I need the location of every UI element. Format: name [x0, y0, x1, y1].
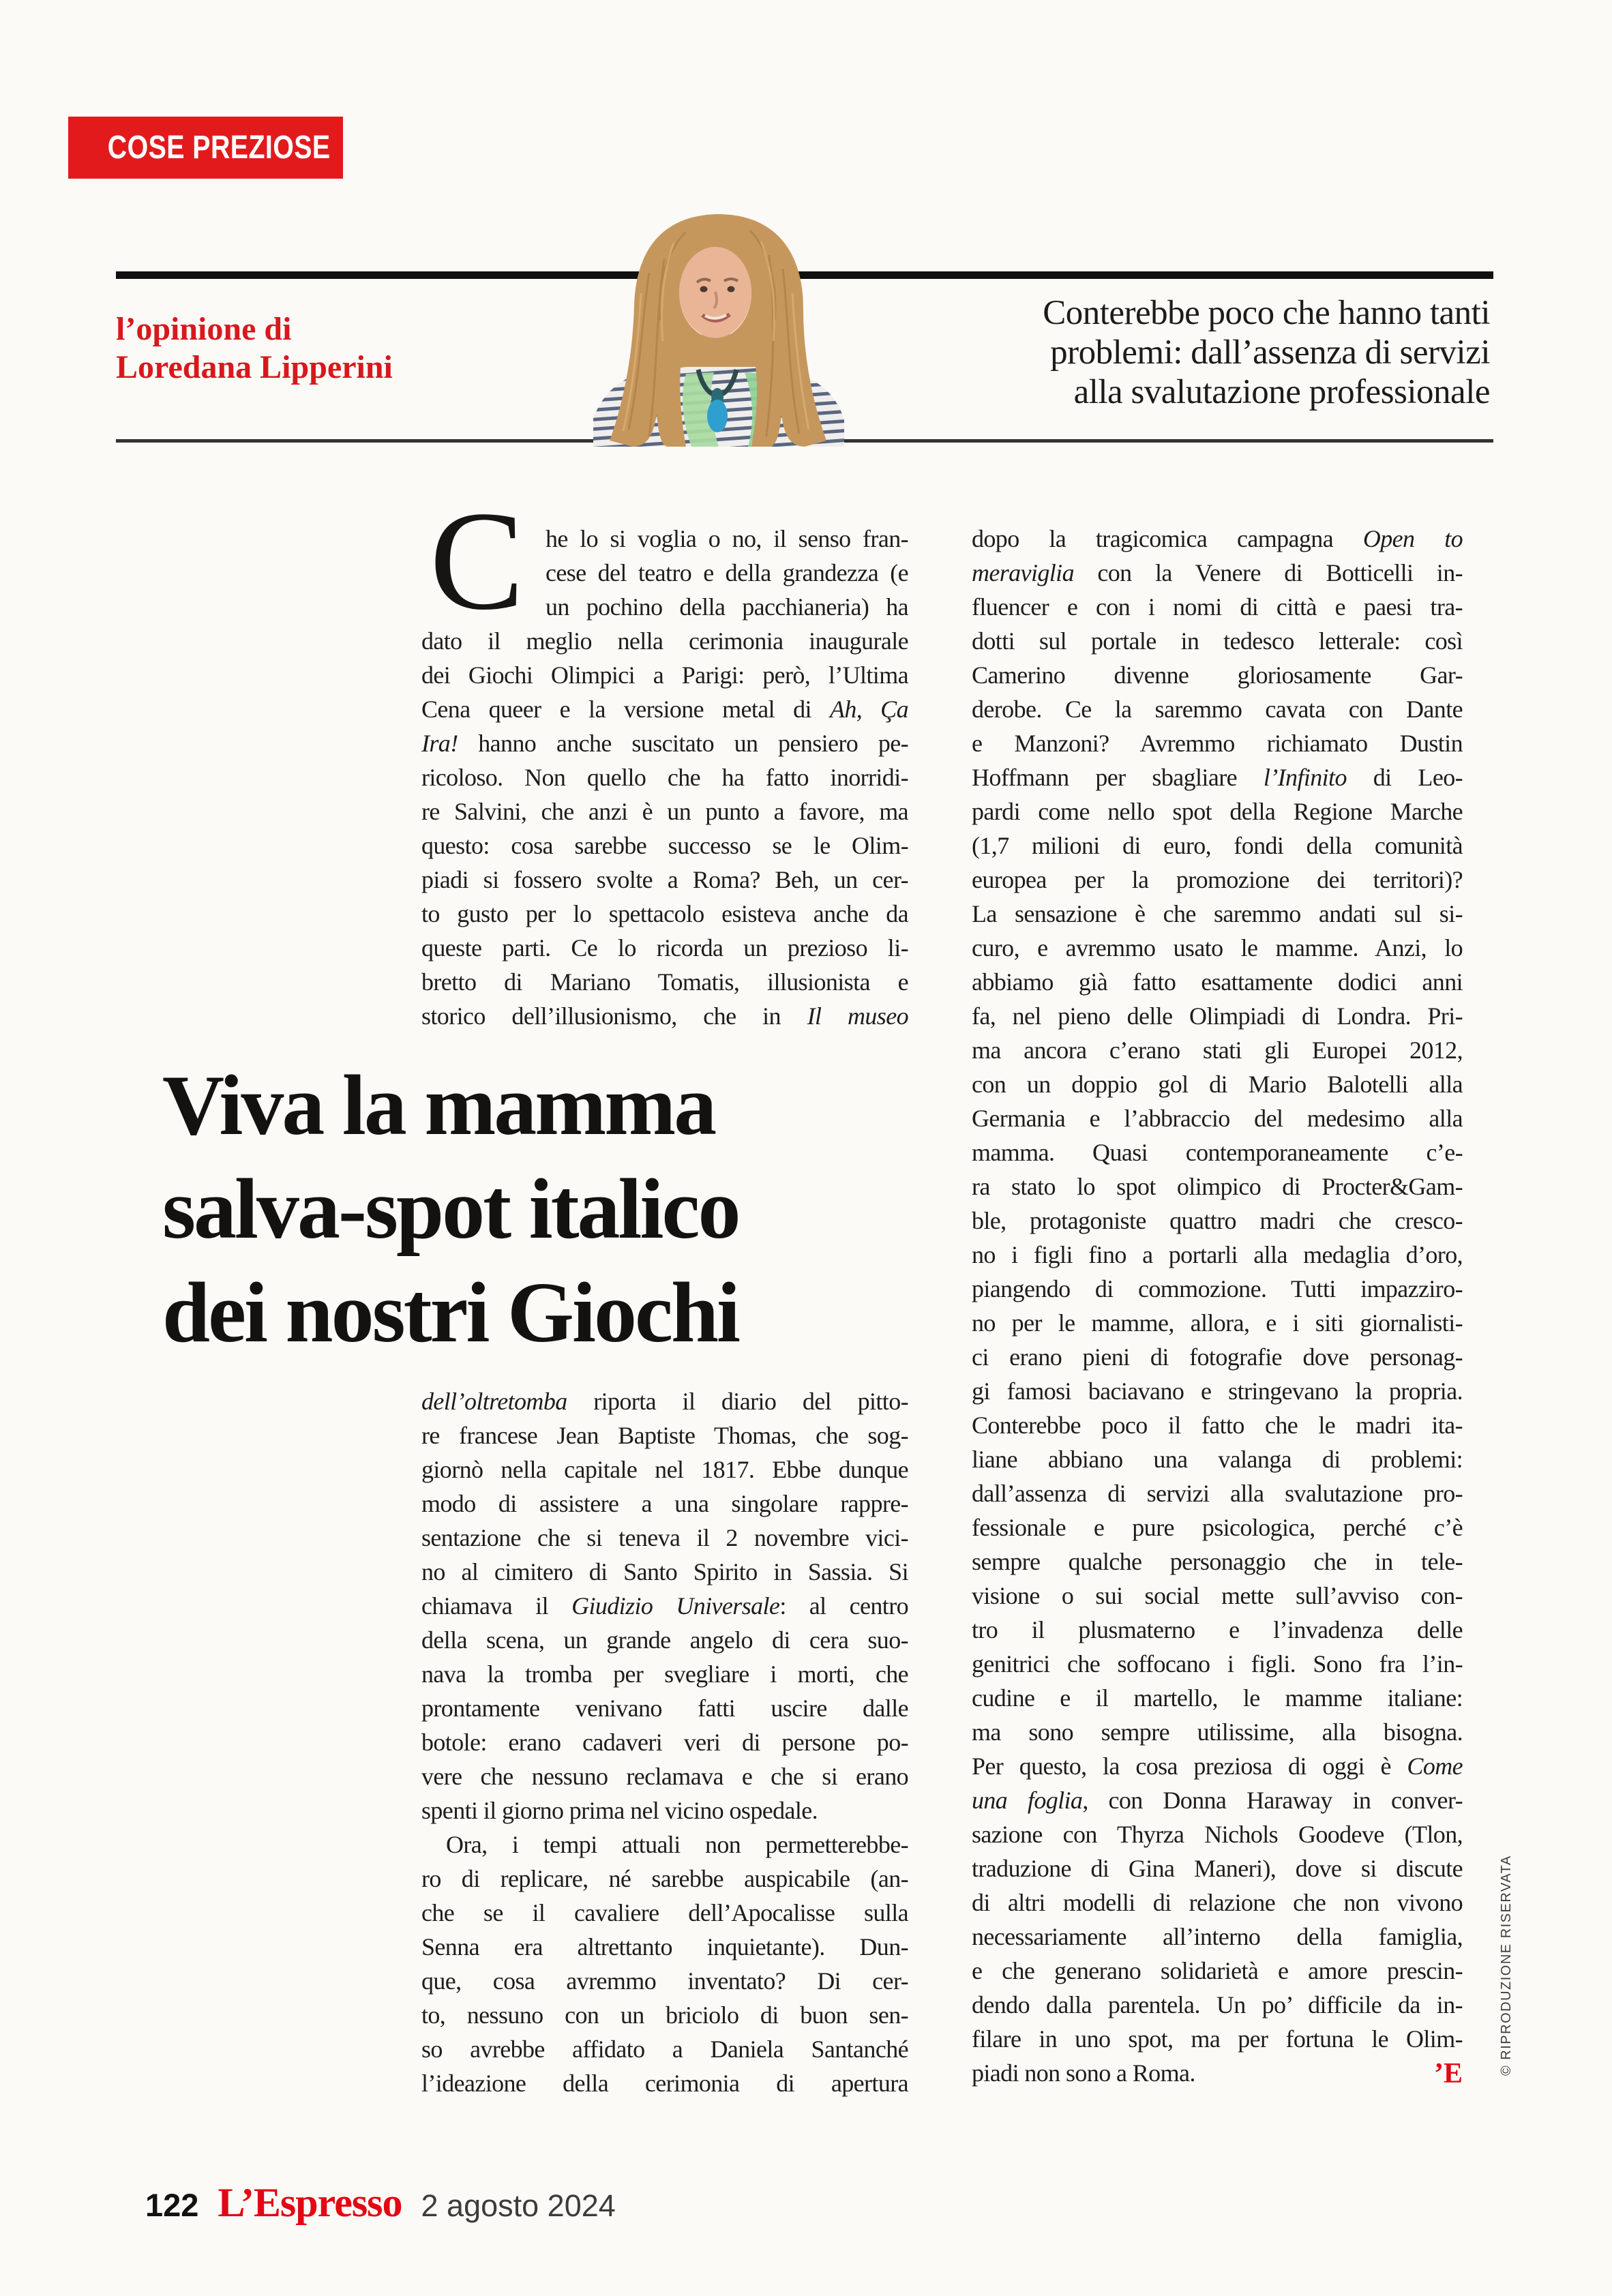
standfirst-line-0: Conterebbe poco che hanno tanti — [1043, 294, 1490, 332]
bodyline-19: ra stato lo spot olimpico di Procter&Gam- — [972, 1173, 1463, 1200]
bodyline-7: ricoloso. Non quello che ha fatto inorridi- — [421, 764, 908, 791]
bodyline-11: vere che nessuno reclamava e che si erano — [421, 1763, 908, 1790]
bodyline-12: spenti il giorno prima nel vicino ospedale. — [421, 1797, 818, 1824]
bodyline-23: no per le mamme, allora, e i siti giornalisti- — [972, 1309, 1463, 1337]
bodyline-24: ci erano pieni di fotografie dove personag- — [972, 1343, 1463, 1371]
bodyline-18: to, nessuno con un briciolo di buon sen- — [421, 2001, 908, 2029]
bodyline-26: Conterebbe poco il fatto che le madri ita- — [972, 1412, 1463, 1439]
article-column-left-top — [421, 522, 908, 1033]
standfirst-line-2: alla svalutazione professionale — [1073, 373, 1490, 411]
bodyline-10: botole: erano cadaveri veri di persone po- — [421, 1729, 908, 1756]
bodyline-40: di altri modelli di relazione che non vivono — [972, 1889, 1463, 1916]
bodyline-11: La sensazione è che saremmo andati sul si- — [972, 900, 1463, 927]
bodyline-14: storico dell’illusionismo, che in Il museo — [421, 1002, 908, 1030]
headline-line-0: Viva la mamma — [162, 1058, 715, 1153]
bodyline-21: no i figli fino a portarli alla medaglia d’oro, — [972, 1241, 1463, 1268]
bodyline-9: questo: cosa sarebbe successo se le Olim- — [421, 832, 908, 859]
espresso-end-mark: ’E — [1434, 2058, 1463, 2089]
bodyline-43: dendo dalla parentela. Un po’ difficile da in- — [972, 1991, 1463, 2018]
bodyline-0: dell’oltretomba riporta il diario del pitto- — [421, 1388, 908, 1415]
bodyline-3: dato il meglio nella cerimonia inaugurale — [421, 627, 908, 655]
bodyline-5: no al cimitero di Santo Spirito in Sassia. Si — [421, 1558, 908, 1585]
bodyline-13: bretto di Mariano Tomatis, illusionista e — [421, 968, 908, 996]
bodyline-7: della scena, un grande angelo di cera suo- — [421, 1626, 908, 1654]
bodyline-1: re francese Jean Baptiste Thomas, che sog- — [421, 1422, 908, 1449]
bodyline-29: fessionale e pure psicologica, perché c’è — [972, 1514, 1463, 1541]
bodyline-0: he lo si voglia o no, il senso fran- — [546, 525, 908, 552]
bodyline-12: queste parti. Ce lo ricorda un prezioso li- — [421, 934, 908, 961]
bodyline-41: necessariamente all’interno della famiglia, — [972, 1923, 1463, 1950]
bodyline-36: Per questo, la cosa preziosa di oggi è Come — [972, 1753, 1463, 1780]
bodyline-1: cese del teatro e della grandezza (e — [546, 559, 908, 586]
article-column-left-bottom — [421, 1384, 908, 2100]
bodyline-32: tro il plusmaterno e l’invadenza delle — [972, 1616, 1463, 1643]
bodyline-7: Hoffmann per sbagliare l’Infinito di Leo- — [972, 764, 1463, 791]
bodyline-25: gi famosi baciavano e stringevano la propria. — [972, 1377, 1463, 1405]
standfirst — [1043, 293, 1490, 412]
bodyline-8: re Salvini, che anzi è un punto a favore, ma — [421, 798, 908, 825]
bodyline-14: ro di replicare, né sarebbe auspicabile (an- — [421, 1865, 908, 1892]
bodyline-3: dotti sul portale in tedesco letterale: così — [972, 627, 1463, 655]
bodyline-20: ble, protagoniste quattro madri che cresco- — [972, 1207, 1463, 1234]
bodyline-4: Camerino divenne gloriosamente Gar- — [972, 661, 1463, 689]
magazine-logo: L’Espresso — [218, 2180, 402, 2225]
bodyline-39: traduzione di Gina Maneri), dove si discute — [972, 1855, 1463, 1882]
bodyline-2: un pochino della pacchianeria) ha — [546, 593, 908, 621]
bodyline-11: to gusto per lo spettacolo esisteva anche da — [421, 900, 908, 927]
bodyline-4: sentazione che si teneva il 2 novembre vici- — [421, 1524, 908, 1551]
bodyline-22: piangendo di commozione. Tutti impazziro- — [972, 1275, 1463, 1302]
copyright-vertical: © RIPRODUZIONE RISERVATA — [1499, 1855, 1514, 2076]
bodyline-6: chiamava il Giudizio Universale: al centro — [421, 1592, 908, 1620]
bodyline-15: ma ancora c’erano stati gli Europei 2012, — [972, 1037, 1463, 1064]
bodyline-38: sazione con Thyrza Nichols Goodeve (Tlon, — [972, 1821, 1463, 1848]
kicker-badge — [68, 117, 343, 179]
bodyline-17: Germania e l’abbraccio del medesimo alla — [972, 1105, 1463, 1132]
headline-line-1: salva-spot italico — [162, 1162, 739, 1257]
bodyline-34: cudine e il martello, le mamme italiane: — [972, 1684, 1463, 1712]
byline — [116, 310, 393, 387]
bodyline-33: genitrici che soffocano i figli. Sono fra l’in- — [972, 1650, 1463, 1678]
page-number: 122 — [145, 2187, 199, 2223]
bodyline-3: modo di assistere a una singolare rappre- — [421, 1490, 908, 1517]
bodyline-37: una foglia, con Donna Haraway in conver- — [972, 1787, 1463, 1814]
bodyline-15: che se il cavaliere dell’Apocalisse sulla — [421, 1899, 908, 1926]
bodyline-28: dall’assenza di servizi alla svalutazione pro- — [972, 1480, 1463, 1507]
bodyline-27: liane abbiano una valanga di problemi: — [972, 1446, 1463, 1473]
bodyline-20: l’ideazione della cerimonia di apertura — [421, 2070, 908, 2097]
bodyline-13: abbiamo già fatto esattamente dodici anni — [972, 968, 1463, 996]
bodyline-44: filare in uno spot, ma per fortuna le Olim- — [972, 2025, 1463, 2053]
bodyline-45: piadi non sono a Roma. — [972, 2059, 1195, 2087]
bodyline-6: Ira! hanno anche suscitato un pensiero pe- — [421, 730, 908, 757]
bodyline-1: meraviglia con la Venere di Botticelli in- — [972, 559, 1463, 586]
page-footer — [145, 2179, 616, 2226]
bodyline-6: e Manzoni? Avremmo richiamato Dustin — [972, 730, 1463, 757]
drop-cap: C — [430, 482, 524, 639]
standfirst-line-1: problemi: dall’assenza di servizi — [1050, 333, 1490, 372]
bodyline-4: dei Giochi Olimpici a Parigi: però, l’Ultima — [421, 661, 908, 689]
bodyline-9: (1,7 milioni di euro, fondi della comunità — [972, 832, 1463, 859]
bodyline-10: europea per la promozione dei territori)? — [972, 866, 1463, 893]
article-column-right — [972, 522, 1463, 2090]
headline-line-2: dei nostri Giochi — [162, 1266, 739, 1360]
bodyline-35: ma sono sempre utilissime, alla bisogna. — [972, 1718, 1463, 1746]
bodyline-16: con un doppio gol di Mario Balotelli alla — [972, 1071, 1463, 1098]
kicker-label: COSE PREZIOSE — [108, 130, 331, 166]
bodyline-0: dopo la tragicomica campagna Open to — [972, 525, 1463, 552]
bodyline-10: piadi si fossero svolte a Roma? Beh, un cer- — [421, 866, 908, 893]
bodyline-5: Cena queer e la versione metal di Ah, Ça — [421, 696, 908, 723]
bodyline-12: curo, e avremmo usato le mamme. Anzi, lo — [972, 934, 1463, 961]
issue-date: 2 agosto 2024 — [421, 2188, 616, 2223]
bodyline-16: Senna era altrettanto inquietante). Dun- — [421, 1933, 908, 1960]
bodyline-9: prontamente venivano fatti uscire dalle — [421, 1695, 908, 1722]
article-headline — [162, 1056, 738, 1367]
bodyline-30: sempre qualche personaggio che in tele- — [972, 1548, 1463, 1575]
bodyline-13: Ora, i tempi attuali non permetterebbe- — [446, 1831, 908, 1858]
bodyline-5: derobe. Ce la saremmo cavata con Dante — [972, 696, 1463, 723]
bodyline-14: fa, nel pieno delle Olimpiadi di Londra. Pri- — [972, 1002, 1463, 1030]
bodyline-18: mamma. Quasi contemporaneamente c’e- — [972, 1139, 1463, 1166]
bodyline-17: que, cosa avremmo inventato? Di cer- — [421, 1967, 908, 1995]
bodyline-2: giornò nella capitale nel 1817. Ebbe dunque — [421, 1456, 908, 1483]
byline-label: l’opinione di — [116, 311, 292, 347]
bodyline-8: nava la tromba per svegliare i morti, che — [421, 1660, 908, 1688]
bodyline-8: pardi come nello spot della Regione Marche — [972, 798, 1463, 825]
byline-name: Loredana Lipperini — [116, 349, 393, 385]
bodyline-19: so avrebbe affidato a Daniela Santanché — [421, 2036, 908, 2063]
author-photo — [584, 211, 853, 447]
bodyline-2: fluencer e con i nomi di città e paesi tra- — [972, 593, 1463, 621]
bodyline-42: e che generano solidarietà e amore prescin- — [972, 1957, 1463, 1984]
bodyline-31: visione o sui social mette sull’avviso con- — [972, 1582, 1463, 1609]
